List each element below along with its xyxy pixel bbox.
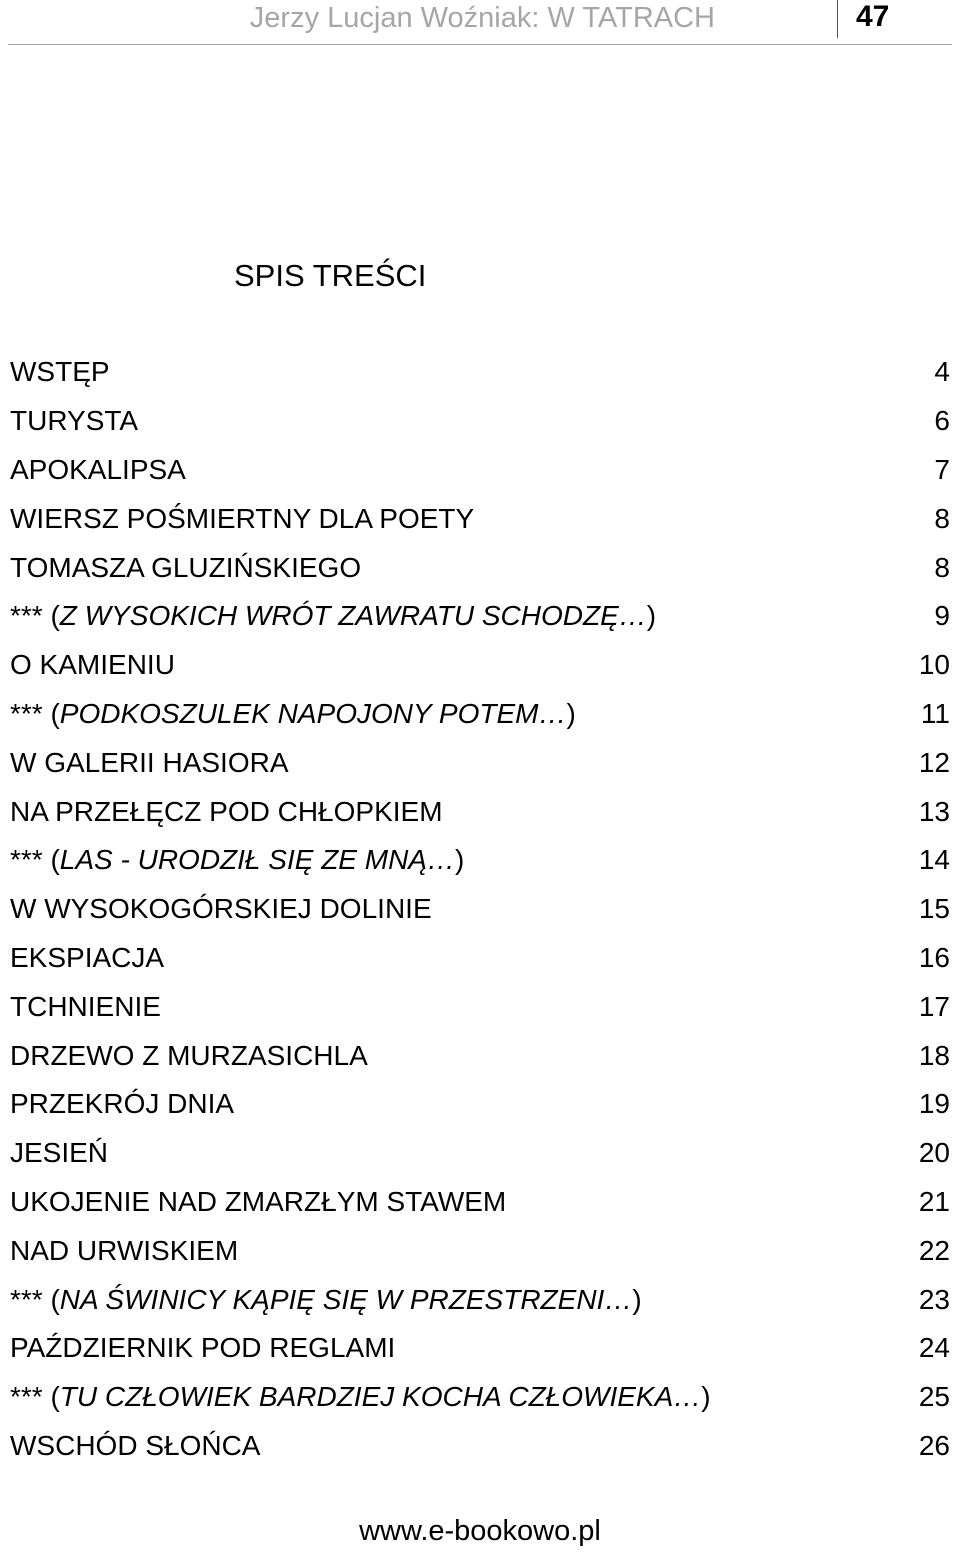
toc-entry-title xyxy=(10,1430,260,1462)
toc-entry-text: TU CZŁOWIEK BARDZIEJ KOCHA CZŁOWIEKA… xyxy=(59,1381,702,1413)
toc-entry-prefix: *** ( xyxy=(10,1381,60,1413)
toc-entry-page: 17 xyxy=(918,990,950,1022)
toc-entry-text: NAD URWISKIEM xyxy=(10,1234,239,1266)
toc-entry-text: WIERSZ POŚMIERTNY DLA POETY xyxy=(10,502,475,534)
toc-entry-title xyxy=(10,893,432,925)
header-rule xyxy=(8,44,952,45)
toc-entry-title xyxy=(10,1040,368,1072)
toc-entry-prefix: *** ( xyxy=(10,600,60,632)
toc-entry-title xyxy=(10,454,186,486)
toc-entry xyxy=(10,1178,950,1227)
toc-entry xyxy=(10,738,950,787)
toc-entry-page: 8 xyxy=(934,502,950,534)
toc-entry xyxy=(10,1324,950,1373)
toc-entry-title xyxy=(10,1137,108,1169)
toc-entry-page: 18 xyxy=(918,1039,950,1071)
toc-entry-text: UKOJENIE NAD ZMARZŁYM STAWEM xyxy=(10,1185,507,1217)
toc-entry-title xyxy=(10,844,464,876)
toc-entry-prefix: *** ( xyxy=(10,697,60,729)
toc-entry-suffix: ) xyxy=(701,1381,711,1413)
toc-entry-title xyxy=(10,1332,395,1364)
toc-entry-text: TCHNIENIE xyxy=(10,990,161,1022)
toc-entry xyxy=(10,494,950,543)
toc-entry-title xyxy=(10,1186,506,1218)
toc-entry-page: 4 xyxy=(934,356,950,388)
toc-entry-title xyxy=(10,503,474,535)
toc-entry-suffix: ) xyxy=(454,844,465,876)
toc-entry-text: PAŹDZIERNIK POD REGLAMI xyxy=(10,1332,396,1364)
toc-entry-title xyxy=(10,1381,711,1413)
toc-entry-page: 23 xyxy=(918,1283,950,1315)
toc-entry-text: TOMASZA GLUZIŃSKIEGO xyxy=(10,551,362,583)
toc-entry-text: WSTĘP xyxy=(10,356,110,388)
toc-entry xyxy=(10,1080,950,1129)
toc-entry-prefix: *** ( xyxy=(10,1283,60,1315)
toc-entry-page: 26 xyxy=(918,1429,950,1461)
toc-entry xyxy=(10,543,950,592)
toc-entry-title xyxy=(10,356,110,388)
toc-entry-title xyxy=(10,1088,234,1120)
toc-entry-text: W WYSOKOGÓRSKIEJ DOLINIE xyxy=(10,893,432,925)
toc-entry-page: 10 xyxy=(918,649,950,681)
toc-entry-page: 14 xyxy=(918,844,950,876)
header-divider xyxy=(837,0,838,38)
toc-entry-text: O KAMIENIU xyxy=(10,649,175,681)
toc-entry xyxy=(10,1129,950,1178)
toc-entry xyxy=(10,348,950,397)
toc-entry xyxy=(10,1422,950,1471)
toc-entry-page: 16 xyxy=(918,941,950,973)
toc-entry-suffix: ) xyxy=(646,600,657,632)
toc-entry-suffix: ) xyxy=(632,1283,642,1315)
toc-entry-title xyxy=(10,600,656,632)
toc-entry-prefix: *** ( xyxy=(10,844,60,876)
toc-entry-title xyxy=(10,942,164,974)
toc-entry xyxy=(10,1373,950,1422)
footer-url: www.e-bookowo.pl xyxy=(359,1515,601,1547)
toc-entry-text: W GALERII HASIORA xyxy=(10,746,289,778)
toc-entry-page: 15 xyxy=(918,893,950,925)
toc-entry-text: PODKOSZULEK NAPOJONY POTEM… xyxy=(59,697,567,729)
toc-entry xyxy=(10,934,950,983)
toc-entry-title xyxy=(10,991,161,1023)
toc-entry-text: DRZEWO Z MURZASICHLA xyxy=(10,1039,368,1071)
running-title: Jerzy Lucjan Woźniak: W TATRACH xyxy=(249,2,715,34)
toc-entry xyxy=(10,641,950,690)
table-of-contents xyxy=(10,348,950,1470)
toc-entry xyxy=(10,982,950,1031)
toc-entry-text: APOKALIPSA xyxy=(10,453,186,485)
toc-entry-title xyxy=(10,1235,238,1267)
toc-entry-title xyxy=(10,1284,642,1316)
toc-entry-title xyxy=(10,405,138,437)
toc-entry xyxy=(10,397,950,446)
toc-entry xyxy=(10,592,950,641)
toc-entry-page: 12 xyxy=(918,746,950,778)
toc-entry xyxy=(10,836,950,885)
toc-entry-page: 21 xyxy=(918,1185,950,1217)
toc-entry-text: WSCHÓD SŁOŃCA xyxy=(10,1429,261,1461)
toc-entry xyxy=(10,1226,950,1275)
toc-entry-page: 6 xyxy=(934,405,950,437)
toc-entry-title xyxy=(10,747,289,779)
toc-entry-text: EKSPIACJA xyxy=(10,941,165,973)
toc-entry-text: NA PRZEŁĘCZ POD CHŁOPKIEM xyxy=(10,795,443,827)
toc-entry-text: TURYSTA xyxy=(10,405,139,437)
toc-heading: SPIS TREŚCI xyxy=(234,258,427,293)
toc-entry-text: JESIEŃ xyxy=(10,1137,109,1169)
toc-entry-title xyxy=(10,649,175,681)
toc-entry-suffix: ) xyxy=(566,697,576,729)
toc-entry-page: 8 xyxy=(934,551,950,583)
toc-entry-text: PRZEKRÓJ DNIA xyxy=(10,1088,235,1120)
toc-entry-page: 13 xyxy=(918,795,950,827)
toc-entry-page: 19 xyxy=(918,1088,950,1120)
toc-entry xyxy=(10,690,950,739)
toc-entry xyxy=(10,446,950,495)
toc-entry-title xyxy=(10,698,576,730)
toc-entry-page: 22 xyxy=(918,1234,950,1266)
toc-entry-text: Z WYSOKICH WRÓT ZAWRATU SCHODZĘ… xyxy=(59,600,647,632)
toc-entry-page: 11 xyxy=(920,697,950,729)
toc-entry-title xyxy=(10,796,443,828)
toc-entry xyxy=(10,787,950,836)
toc-entry-page: 20 xyxy=(918,1137,950,1169)
toc-entry xyxy=(10,1031,950,1080)
toc-entry-text: LAS - URODZIŁ SIĘ ZE MNĄ… xyxy=(59,844,455,876)
toc-entry xyxy=(10,1275,950,1324)
page-header xyxy=(0,0,960,46)
page-number: 47 xyxy=(856,0,890,33)
toc-entry-text: NA ŚWINICY KĄPIĘ SIĘ W PRZESTRZENI… xyxy=(59,1283,633,1315)
toc-entry-page: 24 xyxy=(918,1332,950,1364)
toc-entry-page: 9 xyxy=(934,600,950,632)
toc-entry-title xyxy=(10,552,361,584)
toc-entry-page: 7 xyxy=(934,453,950,485)
toc-entry xyxy=(10,885,950,934)
toc-entry-page: 25 xyxy=(918,1381,950,1413)
